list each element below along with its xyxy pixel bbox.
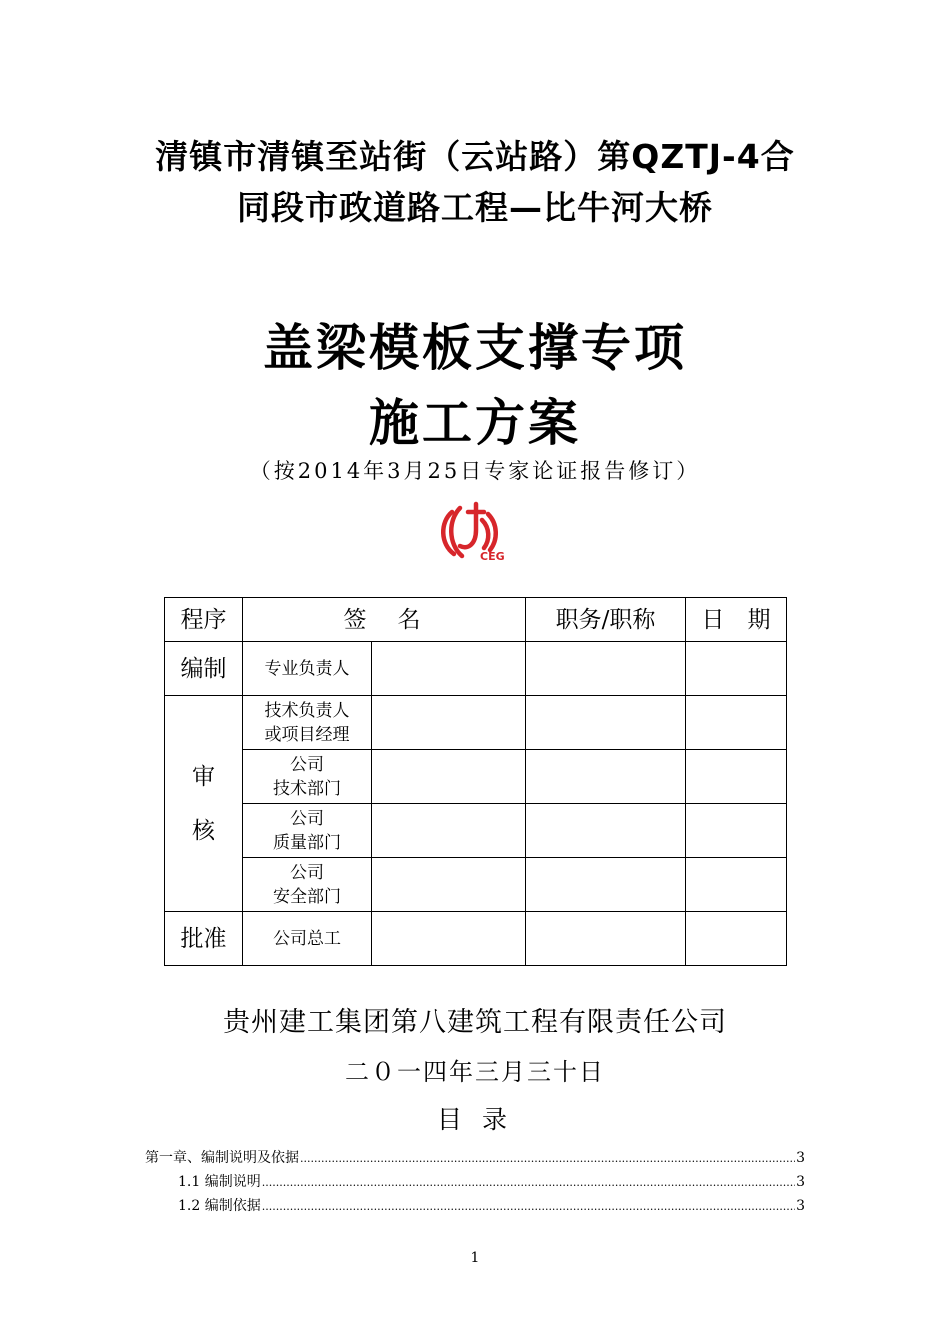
toc-item[interactable] xyxy=(178,1171,805,1191)
compile-date-cell[interactable] xyxy=(686,642,787,696)
review-role-1 xyxy=(243,696,372,750)
compile-role: 专业负责人 xyxy=(243,642,372,696)
review-3-signature-cell[interactable] xyxy=(372,804,526,858)
review-role-2 xyxy=(243,750,372,804)
project-title-line2: 同段市政道路工程—比牛河大桥 xyxy=(237,188,713,227)
review-label-char2: 核 xyxy=(192,817,215,844)
review-role-4-line1: 公司 xyxy=(290,862,324,883)
header-procedure: 程序 xyxy=(165,598,243,642)
review-role-3-line2: 质量部门 xyxy=(273,832,341,853)
review-role-4 xyxy=(243,858,372,912)
revision-note: （按2014年3月25日专家论证报告修订） xyxy=(249,459,701,483)
toc-item-page: 3 xyxy=(796,1174,805,1190)
approve-label: 批准 xyxy=(165,912,243,966)
document-date: 二０一四年三月三十日 xyxy=(345,1058,605,1086)
toc-title: 目 录 xyxy=(437,1105,513,1134)
review-2-date-cell[interactable] xyxy=(686,750,787,804)
toc-item-label: 1.2 编制依据 xyxy=(178,1198,261,1214)
approve-position-cell[interactable] xyxy=(526,912,686,966)
toc-leader xyxy=(300,1152,795,1165)
review-label xyxy=(165,696,243,912)
toc-item[interactable] xyxy=(178,1195,805,1215)
toc-leader xyxy=(262,1200,795,1213)
compile-position-cell[interactable] xyxy=(526,642,686,696)
header-date: 日 期 xyxy=(686,598,787,642)
toc-item-page: 3 xyxy=(796,1150,805,1166)
toc-leader xyxy=(262,1176,795,1189)
review-1-date-cell[interactable] xyxy=(686,696,787,750)
logo-text: CEG xyxy=(480,550,505,562)
compile-signature-cell[interactable] xyxy=(372,642,526,696)
review-2-position-cell[interactable] xyxy=(526,750,686,804)
document-title-line2: 施工方案 xyxy=(369,393,581,452)
toc-item-page: 3 xyxy=(796,1198,805,1214)
review-4-signature-cell[interactable] xyxy=(372,858,526,912)
review-2-signature-cell[interactable] xyxy=(372,750,526,804)
header-signature: 签 名 xyxy=(243,598,526,642)
review-1-position-cell[interactable] xyxy=(526,696,686,750)
review-role-3 xyxy=(243,804,372,858)
toc-item-label: 1.1 编制说明 xyxy=(178,1174,261,1190)
compile-label: 编制 xyxy=(165,642,243,696)
review-4-date-cell[interactable] xyxy=(686,858,787,912)
review-1-signature-cell[interactable] xyxy=(372,696,526,750)
review-role-1-line1: 技术负责人 xyxy=(264,700,350,721)
company-name: 贵州建工集团第八建筑工程有限责任公司 xyxy=(223,1007,727,1038)
approve-date-cell[interactable] xyxy=(686,912,787,966)
toc-item[interactable] xyxy=(145,1147,805,1167)
approve-signature-cell[interactable] xyxy=(372,912,526,966)
approve-role: 公司总工 xyxy=(243,912,372,966)
review-3-date-cell[interactable] xyxy=(686,804,787,858)
review-role-3-line1: 公司 xyxy=(290,808,324,829)
review-role-4-line2: 安全部门 xyxy=(273,886,341,907)
project-title-line1: 清镇市清镇至站街（云站路）第QZTJ-4合 xyxy=(155,137,795,176)
ceg-logo-icon xyxy=(438,500,512,562)
review-4-position-cell[interactable] xyxy=(526,858,686,912)
page-number: 1 xyxy=(470,1250,480,1266)
header-position: 职务/职称 xyxy=(526,598,686,642)
review-label-char1: 审 xyxy=(192,763,215,790)
toc-item-label: 第一章、编制说明及依据 xyxy=(145,1150,299,1166)
review-3-position-cell[interactable] xyxy=(526,804,686,858)
review-role-2-line2: 技术部门 xyxy=(273,778,341,799)
signature-table xyxy=(164,597,787,966)
review-role-2-line1: 公司 xyxy=(290,754,324,775)
review-role-1-line2: 或项目经理 xyxy=(264,724,350,745)
document-title-line1: 盖梁模板支撑专项 xyxy=(263,318,687,377)
